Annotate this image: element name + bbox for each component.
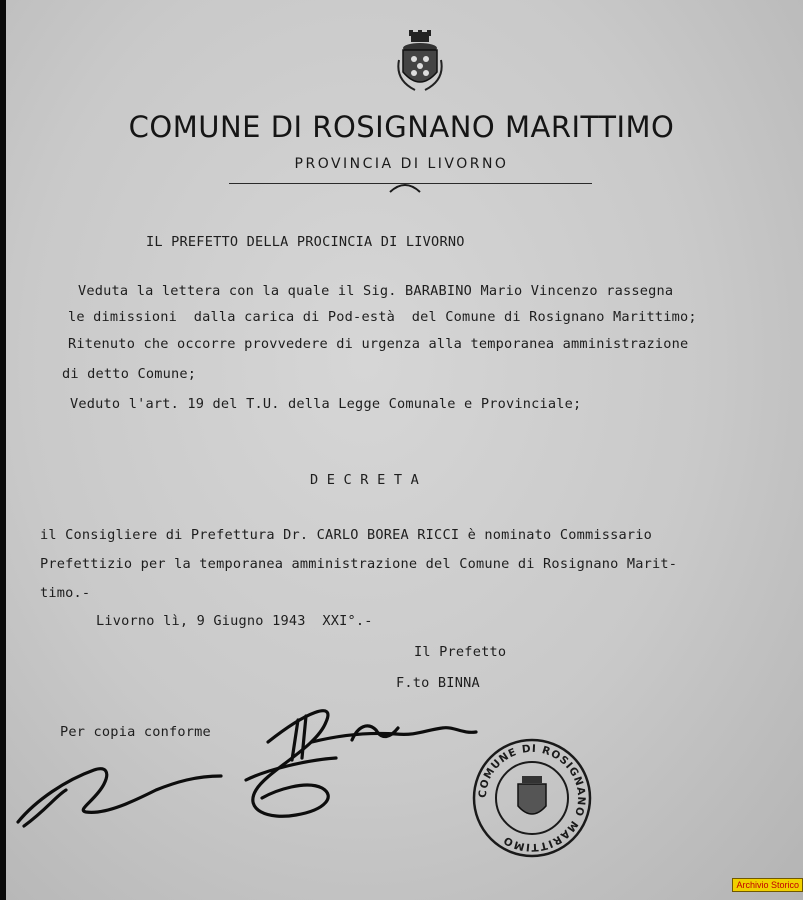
premise-line: Veduta la lettera con la quale il Sig. BARABINO Mario Vincenzo rassegna <box>78 283 674 299</box>
province-subtitle: PROVINCIA DI LIVORNO <box>294 156 509 172</box>
stamp-text: COMUNE DI ROSIGNANO MARITTIMO <box>476 742 588 854</box>
premise-line: le dimissioni dalla carica di Pod-està del Comune di Rosignano Marittimo; <box>68 309 697 325</box>
decree-line: il Consigliere di Prefettura Dr. CARLO BOREA RICCI è nominato Commissario <box>40 527 653 543</box>
decree-line: Prefettizio per la temporanea amministrazione del Comune di Rosignano Marit- <box>40 556 678 572</box>
premise-line: Veduto l'art. 19 del T.U. della Legge Comunale e Provinciale; <box>70 396 582 412</box>
signer-title: Il Prefetto <box>414 644 507 660</box>
archive-watermark: Archivio Storico <box>732 878 803 892</box>
signer-name: F.to BINNA <box>396 675 480 691</box>
decree-heading: D E C R E T A <box>310 472 419 488</box>
premise-line: Ritenuto che occorre provvedere di urgenza alla temporanea amministrazione <box>68 336 689 352</box>
official-seal-icon <box>470 736 594 860</box>
municipality-title: COMUNE DI ROSIGNANO MARITTIMO <box>128 110 675 144</box>
handwritten-signature <box>6 0 803 900</box>
authority-line: IL PREFETTO DELLA PROCINCIA DI LIVORNO <box>146 234 465 250</box>
certification-line: Per copia conforme <box>60 724 211 740</box>
decree-line: timo.- <box>40 585 91 601</box>
place-date: Livorno lì, 9 Giugno 1943 XXI°.- <box>96 613 373 629</box>
document-sheet <box>6 0 803 900</box>
premise-line: di detto Comune; <box>62 366 197 382</box>
